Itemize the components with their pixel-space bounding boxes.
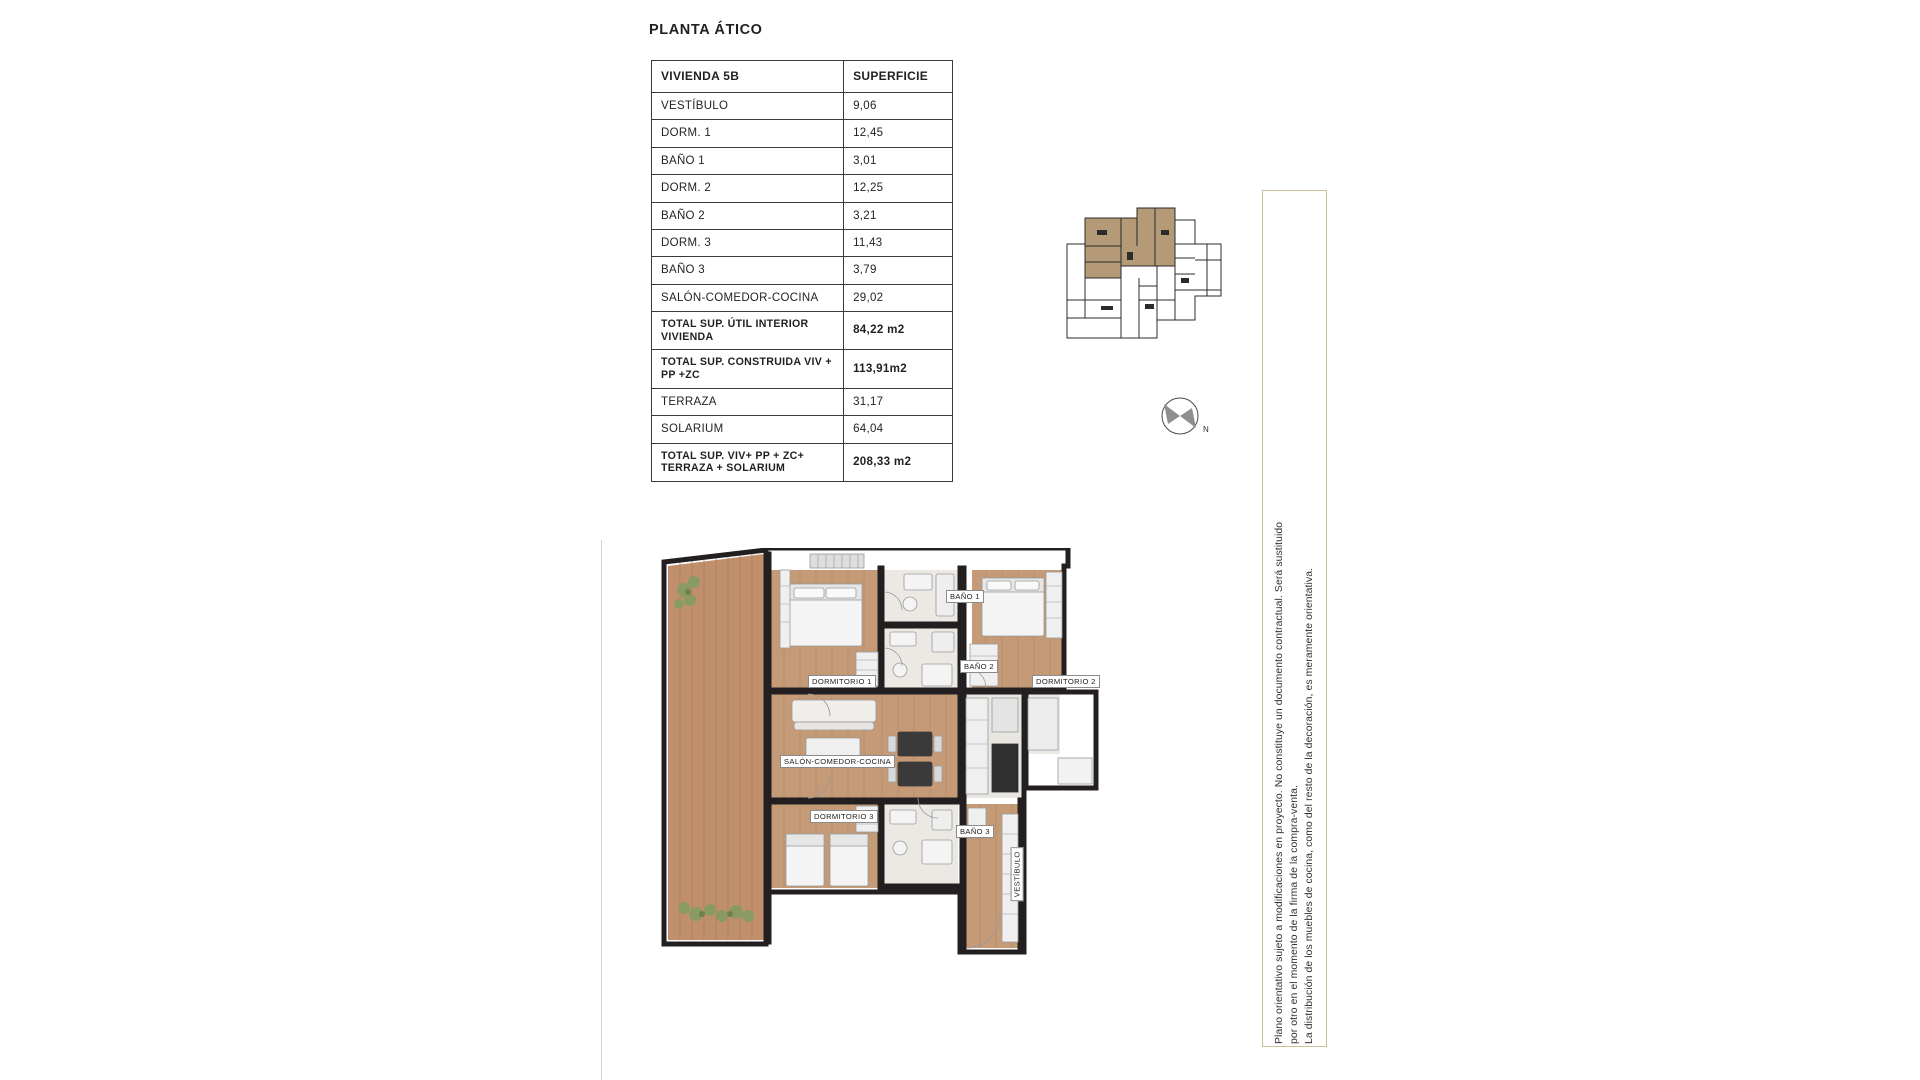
disclaimer-line: La distribución de los muebles de cocina, como del resto de la decoración, es meramente orientativa. bbox=[1304, 567, 1316, 1044]
table-row-total bbox=[652, 350, 953, 388]
disclaimer-box bbox=[1262, 190, 1327, 1047]
room-area: 29,02 bbox=[844, 284, 953, 311]
room-area: 64,04 bbox=[844, 416, 953, 443]
room-label-bano-1: BAÑO 1 bbox=[946, 590, 984, 603]
room-area: 3,79 bbox=[844, 257, 953, 284]
table-row bbox=[652, 147, 953, 174]
total-value: 113,91m2 bbox=[844, 350, 953, 388]
table-row bbox=[652, 93, 953, 120]
room-area: 12,25 bbox=[844, 175, 953, 202]
room-name: BAÑO 1 bbox=[652, 147, 844, 174]
table-row bbox=[652, 284, 953, 311]
table-row-total bbox=[652, 443, 953, 481]
table-header-name: VIVIENDA 5B bbox=[652, 61, 844, 93]
table-row bbox=[652, 120, 953, 147]
table-header-row bbox=[652, 61, 953, 93]
room-label-dormitorio-2: DORMITORIO 2 bbox=[1032, 675, 1100, 688]
room-name: BAÑO 2 bbox=[652, 202, 844, 229]
room-label-salon-comedor-cocina: SALÓN-COMEDOR-COCINA bbox=[780, 755, 895, 768]
total-label: TOTAL SUP. VIV+ PP + ZC+ TERRAZA + SOLARIUM bbox=[652, 443, 844, 481]
table-row bbox=[652, 416, 953, 443]
room-name: DORM. 3 bbox=[652, 229, 844, 256]
page-title: PLANTA ÁTICO bbox=[649, 22, 763, 38]
room-label-dormitorio-3: DORMITORIO 3 bbox=[810, 810, 878, 823]
table-row-total bbox=[652, 312, 953, 350]
building-keyplan-icon bbox=[1063, 200, 1227, 345]
room-name: TERRAZA bbox=[652, 388, 844, 415]
terrace-area bbox=[668, 554, 764, 940]
room-name: VESTÍBULO bbox=[652, 93, 844, 120]
table-row bbox=[652, 175, 953, 202]
total-label: TOTAL SUP. ÚTIL INTERIOR VIVIENDA bbox=[652, 312, 844, 350]
north-arrow-icon bbox=[1155, 390, 1215, 442]
room-area: 3,01 bbox=[844, 147, 953, 174]
room-name: SALÓN-COMEDOR-COCINA bbox=[652, 284, 844, 311]
disclaimer-line: Plano orientativo sujeto a modificaciones en proyecto. No constituye un documento contractual. Será sustituido bbox=[1273, 521, 1285, 1044]
building-keyplan bbox=[1063, 200, 1227, 345]
total-value: 208,33 m2 bbox=[844, 443, 953, 481]
room-name: DORM. 1 bbox=[652, 120, 844, 147]
room-area: 31,17 bbox=[844, 388, 953, 415]
divider-rule bbox=[601, 540, 602, 1080]
room-area: 11,43 bbox=[844, 229, 953, 256]
room-label-dormitorio-1: DORMITORIO 1 bbox=[808, 675, 876, 688]
room-area: 12,45 bbox=[844, 120, 953, 147]
room-name: SOLARIUM bbox=[652, 416, 844, 443]
table-row bbox=[652, 229, 953, 256]
floor-plan-drawing bbox=[660, 548, 1260, 1048]
room-area: 9,06 bbox=[844, 93, 953, 120]
table-row bbox=[652, 388, 953, 415]
north-arrow-label: N bbox=[1203, 425, 1209, 434]
room-name: DORM. 2 bbox=[652, 175, 844, 202]
total-label: TOTAL SUP. CONSTRUIDA VIV + PP +ZC bbox=[652, 350, 844, 388]
room-label-vestibulo: VESTÍBULO bbox=[1011, 847, 1024, 901]
areas-table bbox=[651, 60, 953, 482]
room-name: BAÑO 3 bbox=[652, 257, 844, 284]
floor-plan bbox=[660, 548, 1260, 1048]
north-arrow bbox=[1155, 390, 1215, 442]
disclaimer-line: por otro en el momento de la firma de la compra-venta. bbox=[1288, 785, 1300, 1044]
table-header-value: SUPERFICIE bbox=[844, 61, 953, 93]
room-area: 3,21 bbox=[844, 202, 953, 229]
room-label-bano-2: BAÑO 2 bbox=[960, 660, 998, 673]
table-row bbox=[652, 202, 953, 229]
table-row bbox=[652, 257, 953, 284]
room-label-bano-3: BAÑO 3 bbox=[956, 825, 994, 838]
total-value: 84,22 m2 bbox=[844, 312, 953, 350]
